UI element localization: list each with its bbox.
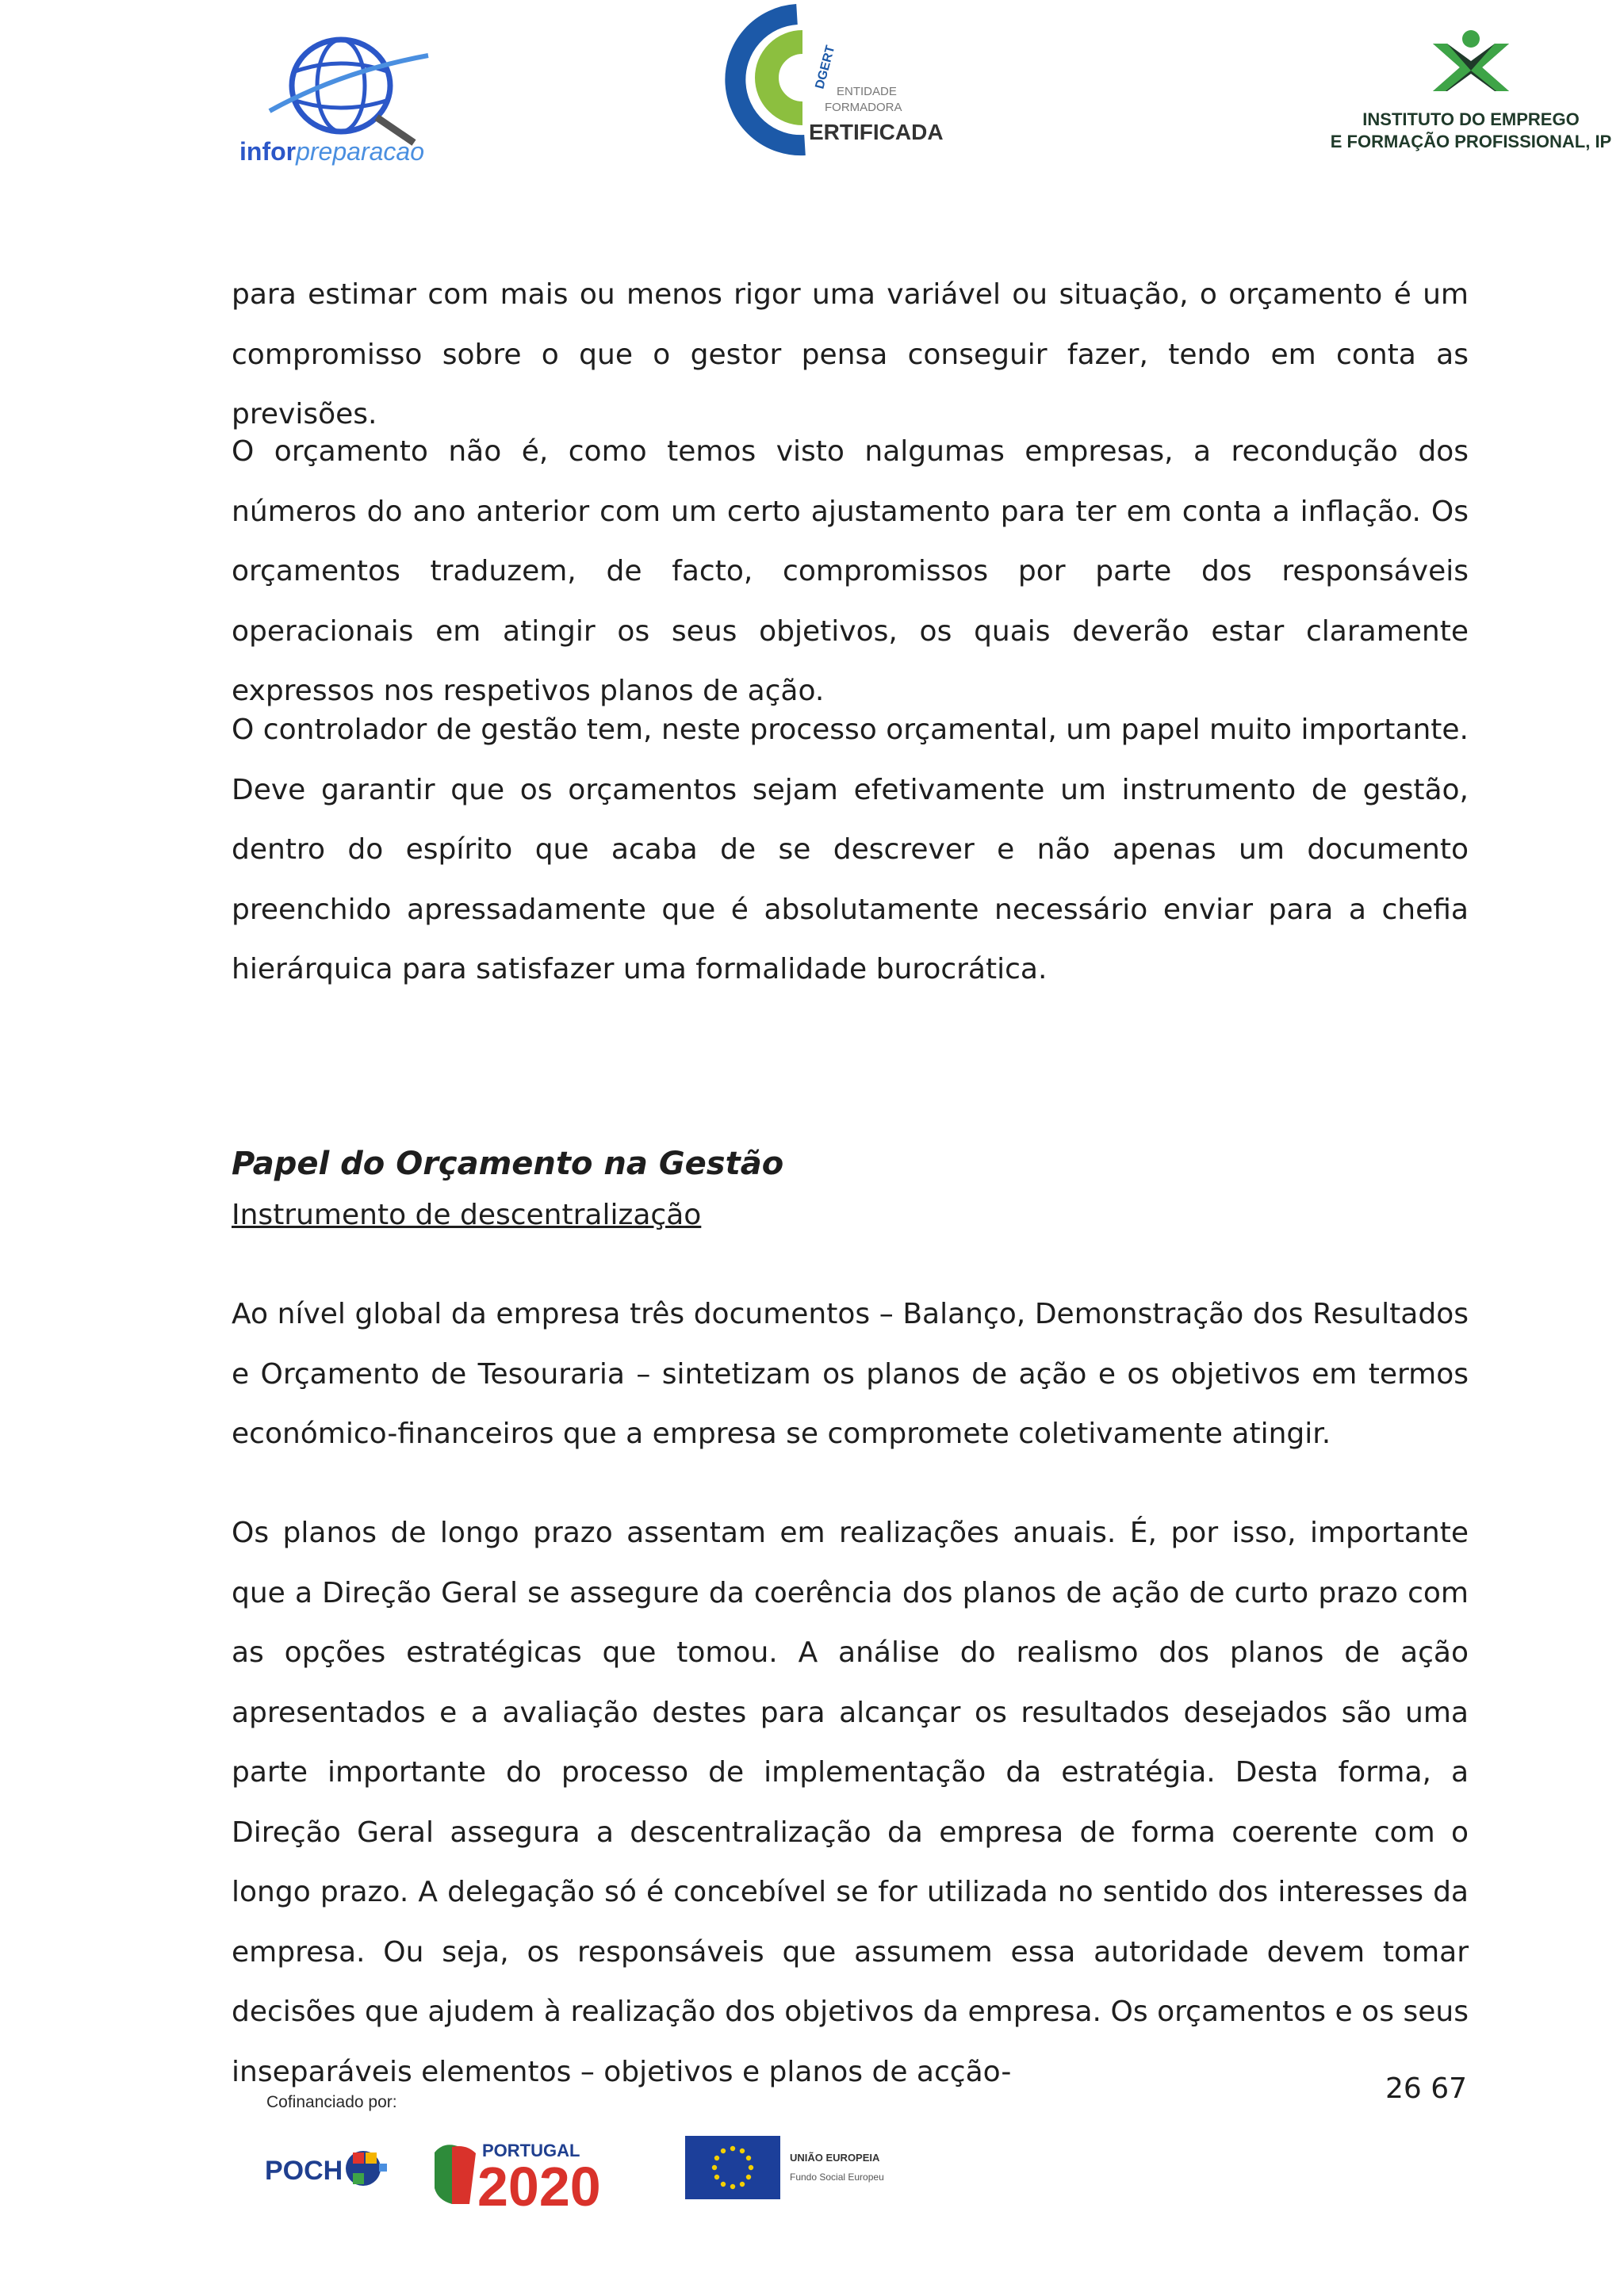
paragraph-1: para estimar com mais ou menos rigor uma variável ou situação, o orçamento é um compromisso sobre o que o gestor pensa conseguir fazer, tendo em conta as previsões. [232,278,1469,430]
section-title: Papel do Orçamento na Gestão [232,1146,784,1182]
logo-text-preparacao: preparacao [296,137,424,166]
portugal-flag-icon [435,2145,476,2204]
iefp-line-1: INSTITUTO DO EMPREGO [1362,109,1580,129]
portugal-label: PORTUGAL [482,2141,580,2160]
svg-text:inforpreparacao [239,137,424,166]
dgert-text: DGERT [813,44,838,91]
portugal-2020-logo [428,2125,650,2220]
dgert-line-2: FORMADORA [825,101,902,114]
eu-flag-icon [685,2136,780,2199]
dgert-certified-logo [714,6,944,157]
paragraph-3: O controlador de gestão tem, neste processo orçamental, um papel muito importante. Deve garantir que os orçamentos sejam efetivamente um instrumento de gestão, dentro do espírito que acaba de se descrever e não apenas um documento preenchido apressadamente que é absolutamente necessário enviar para a chefia hierárquica para satisfazer uma formalidade burocrática. [232,714,1469,985]
section-subtitle: Instrumento de descentralização [232,1199,702,1231]
iefp-line-2: E FORMAÇÃO PROFISSIONAL, IP [1330,132,1612,151]
iefp-emblem-icon [1433,30,1509,91]
poch-logo [262,2129,396,2208]
inforpreparacao-logo [238,24,468,166]
eu-line-2: Fundo Social Europeu [790,2172,884,2183]
logo-text-infor: infor [239,137,297,166]
paragraph-5: Os planos de longo prazo assentam em realizações anuais. É, por isso, importante que a Direção Geral se assegure da coerência dos planos de ação de curto prazo com as opções estratégicas que tomou. A análise do realismo dos planos de ação apresentados e a avaliação destes para alcançar os resultados desejados são uma parte importante do processo de implementação da estratégia. Desta forma, a Direção Geral assegura a descentralização da empresa de forma coerente com o longo prazo. A delegação só é concebível se for utilizada no sentido dos interesses da empresa. Ou seja, os responsáveis que assumem essa autoridade devem tomar decisões que ajudem à realização dos objetivos da empresa. Os orçamentos e os seus inseparáveis elementos – objetivos e planos de acção- [232,1517,1469,2088]
eu-line-1: UNIÃO EUROPEIA [790,2152,880,2164]
cofinanciado-label: Cofinanciado por: [266,2093,397,2111]
p2020-number: 2020 [477,2156,601,2218]
poch-text: POCH [265,2156,343,2186]
page-number: 26 67 [1385,2072,1467,2105]
poch-puzzle-icon [346,2151,387,2186]
paragraph-4: Ao nível global da empresa três documentos – Balanço, Demonstração dos Resultados e Orçamento de Tesouraria – sintetizam os planos de ação e os objetivos em termos económico-financeiros que a empresa se compromete coletivamente atingir. [232,1298,1469,1450]
paragraph-2: O orçamento não é, como temos visto nalgumas empresas, a recondução dos números do ano anterior com um certo ajustamento para ter em conta a inflação. Os orçamentos traduzem, de facto, compromissos por parte dos responsáveis operacionais em atingir os seus objetivos, os quais deverão estar claramente expressos nos respetivos planos de ação. [232,435,1469,707]
dgert-line-1: ENTIDADE [837,85,897,98]
globe-icon [270,40,428,143]
dgert-line-3: ERTIFICADA [809,120,944,144]
eu-fse-logo [682,2133,920,2204]
iefp-logo [1330,24,1612,159]
